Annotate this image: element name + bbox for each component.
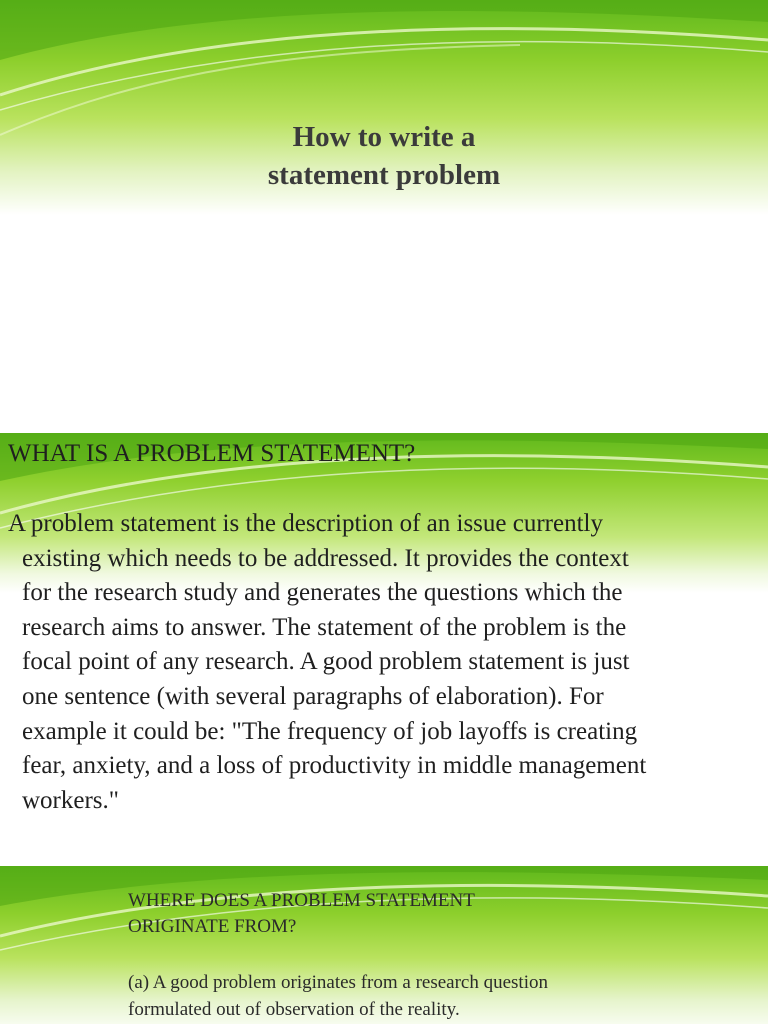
body-line: for the research study and generates the questions which the xyxy=(22,579,623,607)
slide-1 xyxy=(0,0,768,432)
slide-3 xyxy=(0,866,768,1024)
slide-heading: WHAT IS A PROBLEM STATEMENT? xyxy=(8,440,416,467)
body-line: focal point of any research. A good problem statement is just xyxy=(22,648,630,676)
heading-line: WHERE DOES A PROBLEM STATEMENT xyxy=(128,890,475,911)
body-line: workers." xyxy=(22,786,119,814)
title-line: How to write a xyxy=(292,121,476,153)
heading-line: ORIGINATE FROM? xyxy=(128,916,297,937)
body-line: research aims to answer. The statement of the problem is the xyxy=(22,613,627,641)
slide-heading xyxy=(128,888,475,940)
body-line: existing which needs to be addressed. It provides the context xyxy=(22,544,629,572)
para-line: formulated out of observation of the reality. xyxy=(128,999,460,1020)
body-line: example it could be: "The frequency of job layoffs is creating xyxy=(22,717,638,745)
body-line: fear, anxiety, and a loss of productivity in middle management xyxy=(22,752,647,780)
para-line: (a) A good problem originates from a research question xyxy=(128,972,548,993)
slide-2 xyxy=(0,433,768,864)
slide-paragraph xyxy=(128,969,548,1023)
slide-body xyxy=(8,507,758,818)
slide-title xyxy=(0,118,768,194)
title-line: statement problem xyxy=(267,159,501,191)
body-line: A problem statement is the description of an issue currently xyxy=(8,510,603,537)
body-line: one sentence (with several paragraphs of elaboration). For xyxy=(22,682,604,710)
